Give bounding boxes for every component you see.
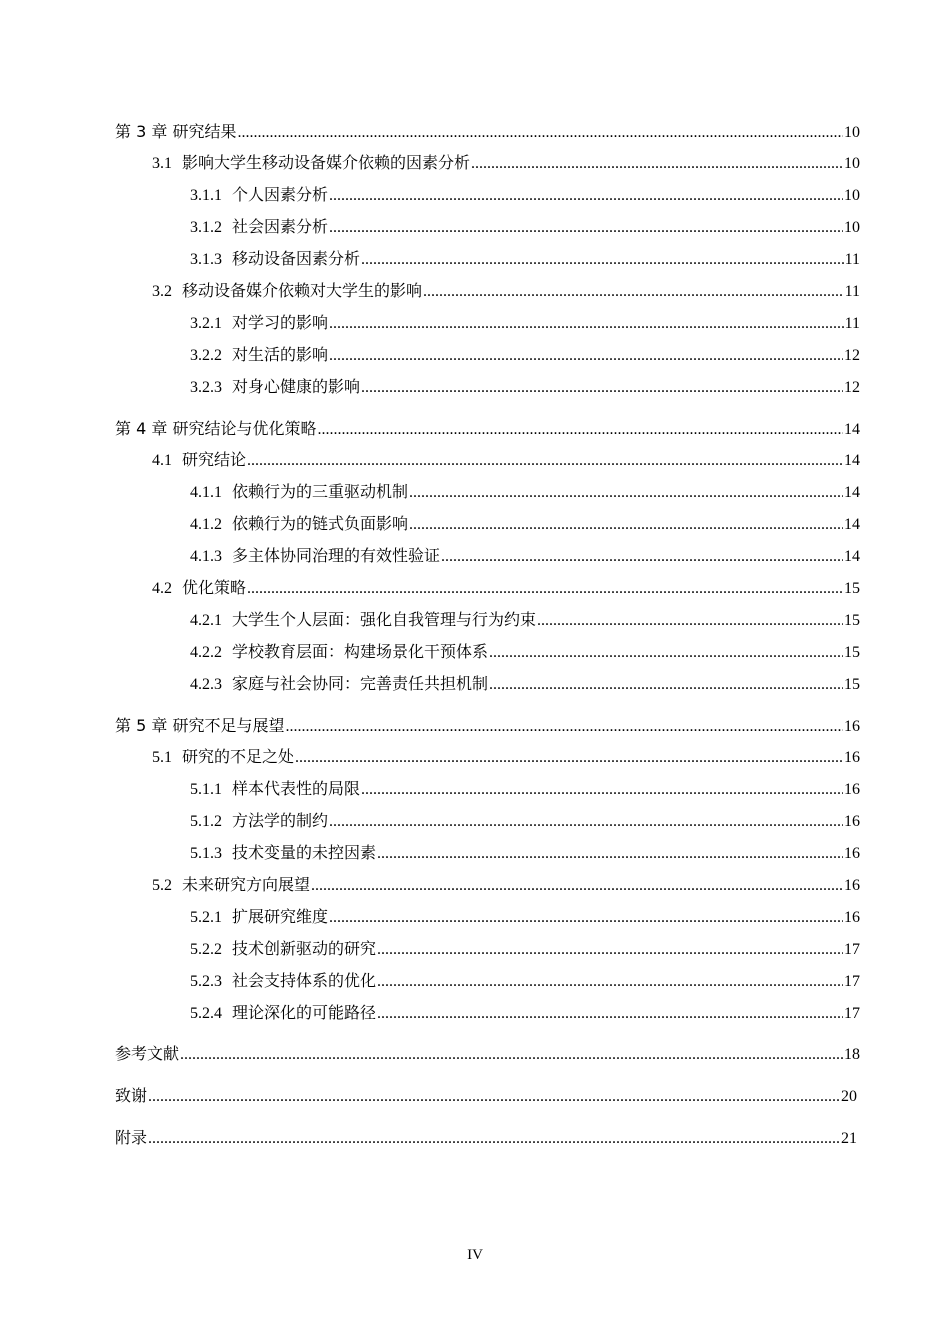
- toc-subsection-entry[interactable]: [190, 610, 860, 632]
- toc-entry-number: 5.1.1: [190, 781, 222, 798]
- toc-entry-number: 3.1.1: [190, 187, 222, 204]
- toc-entry-text: 社会支持体系的优化: [232, 973, 377, 990]
- toc-dot-leader: [285, 716, 843, 738]
- toc-entry-page: 17: [844, 941, 860, 958]
- toc-entry-page: 11: [844, 251, 860, 268]
- toc-entry-text: 技术变量的未控因素: [232, 845, 377, 862]
- toc-dot-leader: [329, 185, 843, 207]
- toc-dot-leader: [409, 514, 843, 536]
- toc-entry-number: 5.1.2: [190, 813, 222, 830]
- toc-entry-title: [190, 843, 376, 865]
- toc-entry-text: 对生活的影响: [232, 347, 329, 364]
- toc-dot-leader: [329, 345, 843, 367]
- toc-entry-title: [115, 418, 316, 440]
- toc-dot-leader: [148, 1128, 840, 1150]
- toc-entry-page: 14: [844, 452, 860, 469]
- toc-entry-page: 11: [844, 315, 860, 332]
- toc-entry-number: 4.2: [152, 580, 172, 597]
- toc-entry-text: 依赖行为的三重驱动机制: [232, 484, 409, 501]
- toc-entry-page: 16: [844, 781, 860, 798]
- toc-entry-title: [190, 313, 328, 335]
- toc-entry-title: [190, 217, 328, 239]
- toc-section-entry[interactable]: [152, 747, 860, 769]
- toc-entry-text: 研究结论: [182, 452, 247, 469]
- toc-dot-leader: [537, 610, 843, 632]
- toc-entry-text: 附录: [115, 1128, 148, 1147]
- toc-subsection-entry[interactable]: [190, 971, 860, 993]
- toc-entry-title: [152, 747, 294, 769]
- toc-entry-text: 致谢: [115, 1086, 148, 1105]
- toc-entry-text: 个人因素分析: [232, 187, 329, 204]
- toc-entry-title: [152, 153, 470, 175]
- toc-entry-text: 学校教育层面：构建场景化干预体系: [232, 644, 489, 661]
- toc-entry-title: [115, 715, 284, 737]
- toc-entry-text: 研究的不足之处: [182, 749, 295, 766]
- toc-entry-page: 12: [844, 379, 860, 396]
- toc-dot-leader: [180, 1044, 843, 1066]
- toc-entry-page: 15: [844, 580, 860, 597]
- toc-entry-number: 3.1.2: [190, 219, 222, 236]
- toc-entry-number: 3.2.1: [190, 315, 222, 332]
- toc-subsection-entry[interactable]: [190, 249, 860, 271]
- toc-entry-number: 3.2.3: [190, 379, 222, 396]
- toc-entry-page: 15: [844, 644, 860, 661]
- toc-entry-title: [190, 514, 408, 536]
- toc-entry-text: 理论深化的可能路径: [232, 1005, 377, 1022]
- toc-subsection-entry[interactable]: [190, 377, 860, 399]
- toc-entry-page: 20: [841, 1088, 857, 1105]
- toc-entry-page: 16: [844, 845, 860, 862]
- toc-entry-title: [190, 779, 360, 801]
- toc-subsection-entry[interactable]: [190, 811, 860, 833]
- toc-entry-number: 4.2.1: [190, 612, 222, 629]
- toc-entry-text: 扩展研究维度: [232, 909, 329, 926]
- toc-entry-page: 17: [844, 1005, 860, 1022]
- toc-dot-leader: [247, 450, 843, 472]
- toc-dot-leader: [237, 122, 843, 144]
- toc-section-entry[interactable]: [152, 153, 860, 175]
- toc-entry-number: 3.2: [152, 283, 172, 300]
- toc-entry-page: 14: [844, 484, 860, 501]
- toc-chapter-entry[interactable]: [115, 1043, 860, 1065]
- toc-entry-number: 4.2.2: [190, 644, 222, 661]
- toc-dot-leader: [317, 419, 843, 441]
- toc-dot-leader: [489, 642, 843, 664]
- toc-entry-number: 5.2.1: [190, 909, 222, 926]
- toc-dot-leader: [311, 875, 843, 897]
- toc-dot-leader: [471, 153, 843, 175]
- toc-entry-text: 对学习的影响: [232, 315, 329, 332]
- toc-entry-title: [152, 281, 422, 303]
- toc-dot-leader: [377, 939, 843, 961]
- toc-entry-number: 5.2.4: [190, 1005, 222, 1022]
- toc-entry-text: 第 5 章 研究不足与展望: [115, 716, 285, 735]
- toc-entry-title: [115, 1127, 147, 1149]
- toc-entry-title: [152, 875, 310, 897]
- toc-entry-page: 16: [844, 909, 860, 926]
- toc-entry-page: 10: [844, 155, 860, 172]
- toc-subsection-entry[interactable]: [190, 482, 860, 504]
- toc-entry-title: [190, 811, 328, 833]
- toc-entry-number: 4.1.3: [190, 548, 222, 565]
- toc-section-entry[interactable]: [152, 281, 860, 303]
- toc-chapter-entry[interactable]: [115, 1085, 857, 1107]
- toc-entry-title: [190, 482, 408, 504]
- toc-subsection-entry[interactable]: [190, 514, 860, 536]
- toc-subsection-entry[interactable]: [190, 1003, 860, 1025]
- toc-entry-text: 方法学的制约: [232, 813, 329, 830]
- toc-entry-text: 优化策略: [182, 580, 247, 597]
- toc-dot-leader: [361, 779, 843, 801]
- toc-entry-number: 5.2: [152, 877, 172, 894]
- toc-dot-leader: [423, 281, 844, 303]
- toc-entry-title: [115, 121, 236, 143]
- toc-entry-text: 未来研究方向展望: [182, 877, 311, 894]
- toc-entry-title: [190, 610, 536, 632]
- toc-subsection-entry[interactable]: [190, 185, 860, 207]
- toc-dot-leader: [441, 546, 843, 568]
- toc-dot-leader: [295, 747, 843, 769]
- toc-dot-leader: [329, 811, 843, 833]
- toc-entry-number: 4.1.2: [190, 516, 222, 533]
- toc-entry-number: 5.2.2: [190, 941, 222, 958]
- toc-entry-title: [190, 377, 360, 399]
- toc-entry-text: 多主体协同治理的有效性验证: [232, 548, 441, 565]
- toc-entry-text: 移动设备因素分析: [232, 251, 361, 268]
- toc-section-entry[interactable]: [152, 450, 860, 472]
- toc-entry-page: 15: [844, 676, 860, 693]
- toc-subsection-entry[interactable]: [190, 779, 860, 801]
- toc-entry-title: [152, 450, 246, 472]
- toc-entry-page: 10: [844, 219, 860, 236]
- toc-entry-number: 3.1: [152, 155, 172, 172]
- toc-entry-number: 3.2.2: [190, 347, 222, 364]
- toc-entry-text: 移动设备媒介依赖对大学生的影响: [182, 283, 423, 300]
- toc-entry-number: 4.1.1: [190, 484, 222, 501]
- toc-subsection-entry[interactable]: [190, 313, 860, 335]
- toc-entry-text: 对身心健康的影响: [232, 379, 361, 396]
- toc-entry-title: [190, 674, 488, 696]
- toc-subsection-entry[interactable]: [190, 843, 860, 865]
- toc-section-entry[interactable]: [152, 875, 860, 897]
- toc-entry-text: 参考文献: [115, 1044, 180, 1063]
- toc-entry-page: 21: [841, 1130, 857, 1147]
- toc-entry-title: [190, 249, 360, 271]
- toc-entry-number: 3.1.3: [190, 251, 222, 268]
- toc-chapter-entry[interactable]: [115, 121, 860, 143]
- toc-chapter-entry[interactable]: [115, 418, 860, 440]
- toc-entry-number: 5.2.3: [190, 973, 222, 990]
- toc-entry-page: 14: [844, 548, 860, 565]
- toc-dot-leader: [148, 1086, 840, 1108]
- toc-entry-page: 16: [844, 749, 860, 766]
- toc-dot-leader: [361, 249, 844, 271]
- toc-entry-page: 17: [844, 973, 860, 990]
- toc-entry-text: 家庭与社会协同：完善责任共担机制: [232, 676, 489, 693]
- page-number: IV: [467, 1247, 483, 1263]
- toc-entry-page: 16: [844, 813, 860, 830]
- toc-subsection-entry[interactable]: [190, 907, 860, 929]
- toc-entry-title: [190, 642, 488, 664]
- toc-entry-text: 依赖行为的链式负面影响: [232, 516, 409, 533]
- toc-entry-page: 15: [844, 612, 860, 629]
- toc-dot-leader: [329, 313, 844, 335]
- toc-section-entry[interactable]: [152, 578, 860, 600]
- toc-dot-leader: [329, 907, 843, 929]
- toc-entry-title: [190, 185, 328, 207]
- toc-entry-title: [115, 1043, 179, 1065]
- toc-entry-number: 4.1: [152, 452, 172, 469]
- toc-dot-leader: [409, 482, 843, 504]
- toc-entry-text: 大学生个人层面：强化自我管理与行为约束: [232, 612, 537, 629]
- toc-entry-title: [190, 971, 376, 993]
- toc-entry-text: 技术创新驱动的研究: [232, 941, 377, 958]
- toc-subsection-entry[interactable]: [190, 642, 860, 664]
- toc-entry-number: 5.1.3: [190, 845, 222, 862]
- toc-entry-page: 16: [844, 877, 860, 894]
- toc-entry-page: 16: [844, 718, 860, 735]
- toc-entry-page: 14: [844, 516, 860, 533]
- toc-entry-number: 4.2.3: [190, 676, 222, 693]
- toc-subsection-entry[interactable]: [190, 674, 860, 696]
- toc-entry-title: [115, 1085, 147, 1107]
- toc-subsection-entry[interactable]: [190, 939, 860, 961]
- toc-chapter-entry[interactable]: [115, 715, 860, 737]
- toc-dot-leader: [247, 578, 843, 600]
- toc-entry-page: 12: [844, 347, 860, 364]
- toc-entry-page: 14: [844, 421, 860, 438]
- toc-entry-title: [190, 907, 328, 929]
- toc-subsection-entry[interactable]: [190, 217, 860, 239]
- toc-subsection-entry[interactable]: [190, 546, 860, 568]
- toc-dot-leader: [361, 377, 843, 399]
- toc-entry-page: 10: [844, 187, 860, 204]
- toc-entry-title: [190, 939, 376, 961]
- toc-entry-text: 社会因素分析: [232, 219, 329, 236]
- toc-dot-leader: [377, 971, 843, 993]
- toc-entry-page: 10: [844, 124, 860, 141]
- toc-subsection-entry[interactable]: [190, 345, 860, 367]
- toc-chapter-entry[interactable]: [115, 1127, 857, 1149]
- toc-dot-leader: [377, 1003, 843, 1025]
- toc-entry-title: [190, 345, 328, 367]
- toc-entry-title: [152, 578, 246, 600]
- toc-entry-text: 样本代表性的局限: [232, 781, 361, 798]
- toc-dot-leader: [377, 843, 843, 865]
- toc-entry-page: 18: [844, 1046, 860, 1063]
- toc-dot-leader: [329, 217, 843, 239]
- toc-entry-number: 5.1: [152, 749, 172, 766]
- toc-entry-text: 第 4 章 研究结论与优化策略: [115, 419, 317, 438]
- toc-entry-text: 第 3 章 研究结果: [115, 122, 237, 141]
- toc-entry-title: [190, 546, 440, 568]
- toc-entry-page: 11: [844, 283, 860, 300]
- toc-entry-text: 影响大学生移动设备媒介依赖的因素分析: [182, 155, 471, 172]
- toc-dot-leader: [489, 674, 843, 696]
- toc-entry-title: [190, 1003, 376, 1025]
